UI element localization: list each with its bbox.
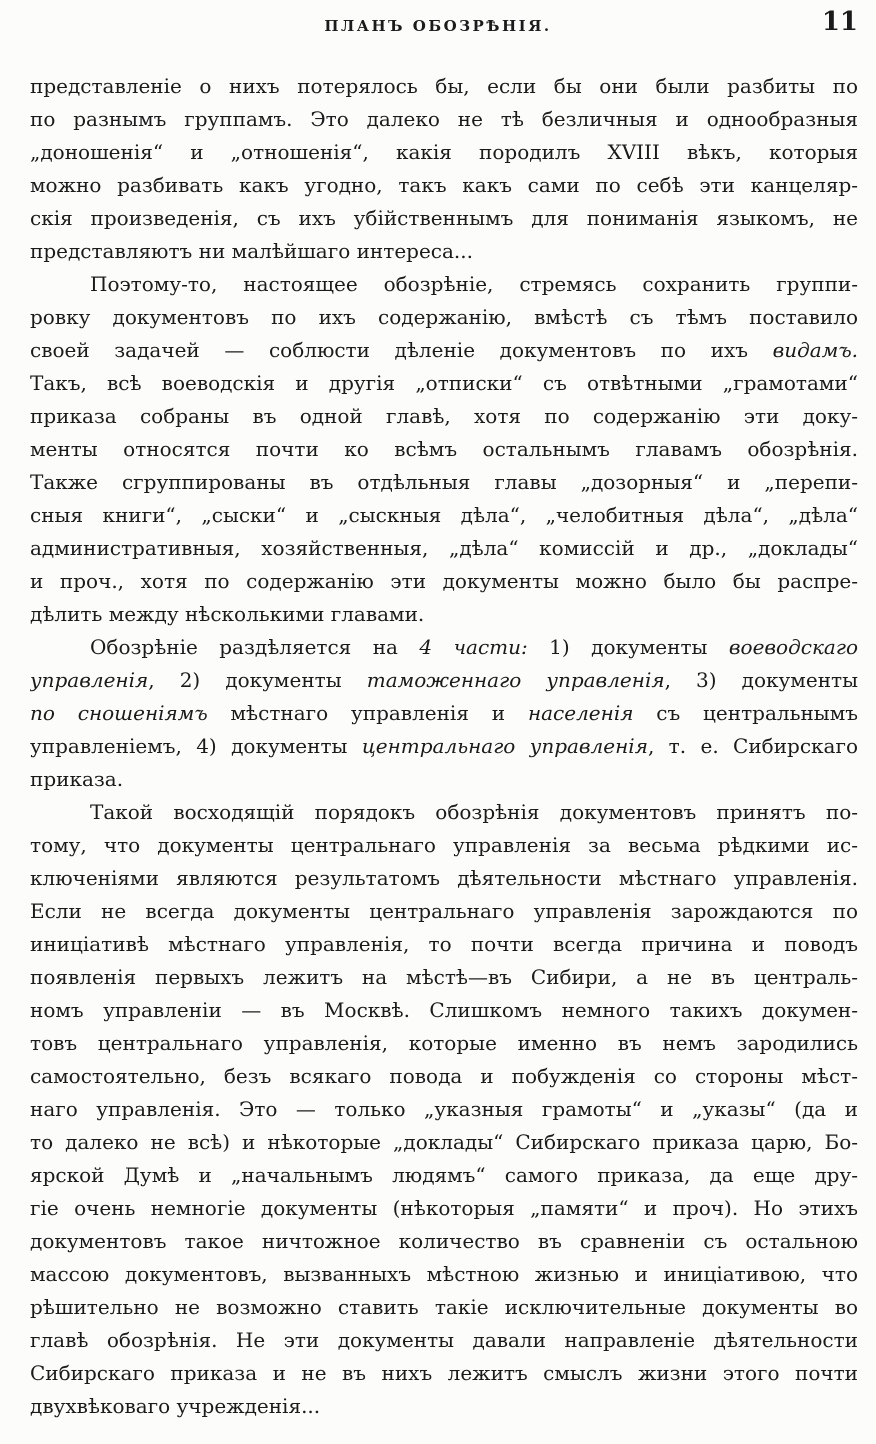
italic-text: по сношеніямъ: [30, 701, 208, 725]
paragraph: [30, 631, 858, 796]
text-line: номъ управленіи — въ Москвѣ. Слишкомъ немного такихъ докумен-: [30, 998, 858, 1022]
text-line: наго управленія. Это — только „указныя грамоты“ и „указы“ (да и: [30, 1097, 858, 1121]
page-number: 11: [821, 7, 858, 37]
italic-text: видамъ.: [772, 338, 858, 362]
text-segment: управленіемъ, 4) документы: [30, 734, 362, 758]
text-line: [30, 334, 858, 367]
text-line: скія произведенія, съ ихъ убійственнымъ для пониманія языкомъ, не: [30, 206, 858, 230]
text-line: административныя, хозяйственныя, „дѣла“ комиссій и др., „доклады“: [30, 536, 858, 560]
text-line: [30, 730, 858, 763]
text-line: Если не всегда документы центральнаго управленія зарождаются по: [30, 899, 858, 923]
text-line: Поэтому-то, настоящее обозрѣніе, стремясь сохранить группи-: [90, 272, 858, 296]
text-segment: Обозрѣніе раздѣляется на: [90, 635, 420, 659]
text-line: представленіе о нихъ потерялось бы, если бы они были разбиты по: [30, 74, 858, 98]
running-head-title: ПЛАНЪ ОБОЗРѢНІЯ.: [324, 17, 552, 35]
text-line: ключеніями являются результатомъ дѣятельности мѣстнаго управленія.: [30, 866, 858, 890]
text-line: приказа.: [30, 767, 124, 791]
text-line: [30, 631, 858, 664]
italic-text: населенія: [527, 701, 634, 725]
italic-text: центральнаго управленія: [361, 734, 648, 758]
text-line: тому, что документы центральнаго управленія за весьма рѣдкими ис-: [30, 833, 858, 857]
text-segment: , 2) документы: [148, 668, 367, 692]
text-line: гіе очень немногіе документы (нѣкоторыя „памяти“ и проч). Но этихъ: [30, 1196, 858, 1220]
text-line: ровку документовъ по ихъ содержанію, вмѣстѣ съ тѣмъ поставило: [30, 305, 858, 329]
text-segment: , 3) документы: [664, 668, 858, 692]
text-line: рѣшительно не возможно ставить такіе исключительные документы во: [30, 1295, 858, 1319]
paragraph: [30, 268, 858, 631]
italic-text: 4 части:: [419, 635, 528, 659]
text-line: [30, 664, 858, 697]
text-segment: съ центральнымъ: [633, 701, 858, 725]
text-segment: мѣстнаго управленія и: [207, 701, 528, 725]
text-line: Такъ, всѣ воеводскія и другія „отписки“ съ отвѣтными „грамотами“: [30, 371, 858, 395]
text-line: и проч., хотя по содержанію эти документы можно было бы распре-: [30, 569, 858, 593]
body-text: [30, 70, 858, 1423]
text-line: представляютъ ни малѣйшаго интереса...: [30, 239, 473, 263]
paragraph: [30, 796, 858, 1423]
text-line: самостоятельно, безъ всякаго повода и побужденія со стороны мѣст-: [30, 1064, 858, 1088]
text-line: можно разбивать какъ угодно, такъ какъ сами по себѣ эти канцеляр-: [30, 173, 858, 197]
italic-text: таможеннаго управленія: [366, 668, 665, 692]
text-line: товъ центральнаго управленія, которые именно въ немъ зародились: [30, 1031, 858, 1055]
text-line: по разнымъ группамъ. Это далеко не тѣ безличныя и однообразныя: [30, 107, 858, 131]
text-line: приказа собраны въ одной главѣ, хотя по содержанію эти доку-: [30, 404, 858, 428]
text-line: Такой восходящій порядокъ обозрѣнія документовъ принятъ по-: [90, 800, 858, 824]
text-line: появленія первыхъ лежитъ на мѣстѣ—въ Сибири, а не въ централь-: [30, 965, 858, 989]
text-line: сныя книги“, „сыски“ и „сыскныя дѣла“, „челобитныя дѣла“, „дѣла“: [30, 503, 858, 527]
text-line: Сибирскаго приказа и не въ нихъ лежитъ смыслъ жизни этого почти: [30, 1361, 858, 1385]
text-line: дѣлить между нѣсколькими главами.: [30, 602, 425, 626]
text-line: ярской Думѣ и „начальнымъ людямъ“ самого приказа, да еще дру-: [30, 1163, 858, 1187]
text-line: Также сгруппированы въ отдѣльныя главы „дозорныя“ и „перепи-: [30, 470, 858, 494]
text-line: главѣ обозрѣнія. Не эти документы давали направленіе дѣятельности: [30, 1328, 858, 1352]
text-line: документовъ такое ничтожное количество въ сравненіи съ остальною: [30, 1229, 858, 1253]
text-segment: своей задачей — соблюсти дѣленіе документовъ по ихъ: [30, 338, 773, 362]
text-line: [30, 697, 858, 730]
text-line: менты относятся почти ко всѣмъ остальнымъ главамъ обозрѣнія.: [30, 437, 858, 461]
paragraph: [30, 70, 858, 268]
text-segment: 1) документы: [527, 635, 729, 659]
italic-text: управленія: [30, 668, 149, 692]
text-line: иниціативѣ мѣстнаго управленія, то почти всегда причина и поводъ: [30, 932, 858, 956]
text-line: двухвѣковаго учрежденія...: [30, 1394, 321, 1418]
italic-text: воеводскаго: [728, 635, 858, 659]
text-line: то далеко не всѣ) и нѣкоторые „доклады“ Сибирскаго приказа царю, Бо-: [30, 1130, 858, 1154]
text-line: „доношенія“ и „отношенія“, какія породилъ XVIII вѣкъ, которыя: [30, 140, 858, 164]
text-segment: , т. е. Сибирскаго: [647, 734, 858, 758]
text-line: массою документовъ, вызванныхъ мѣстною жизнью и иниціативою, что: [30, 1262, 858, 1286]
